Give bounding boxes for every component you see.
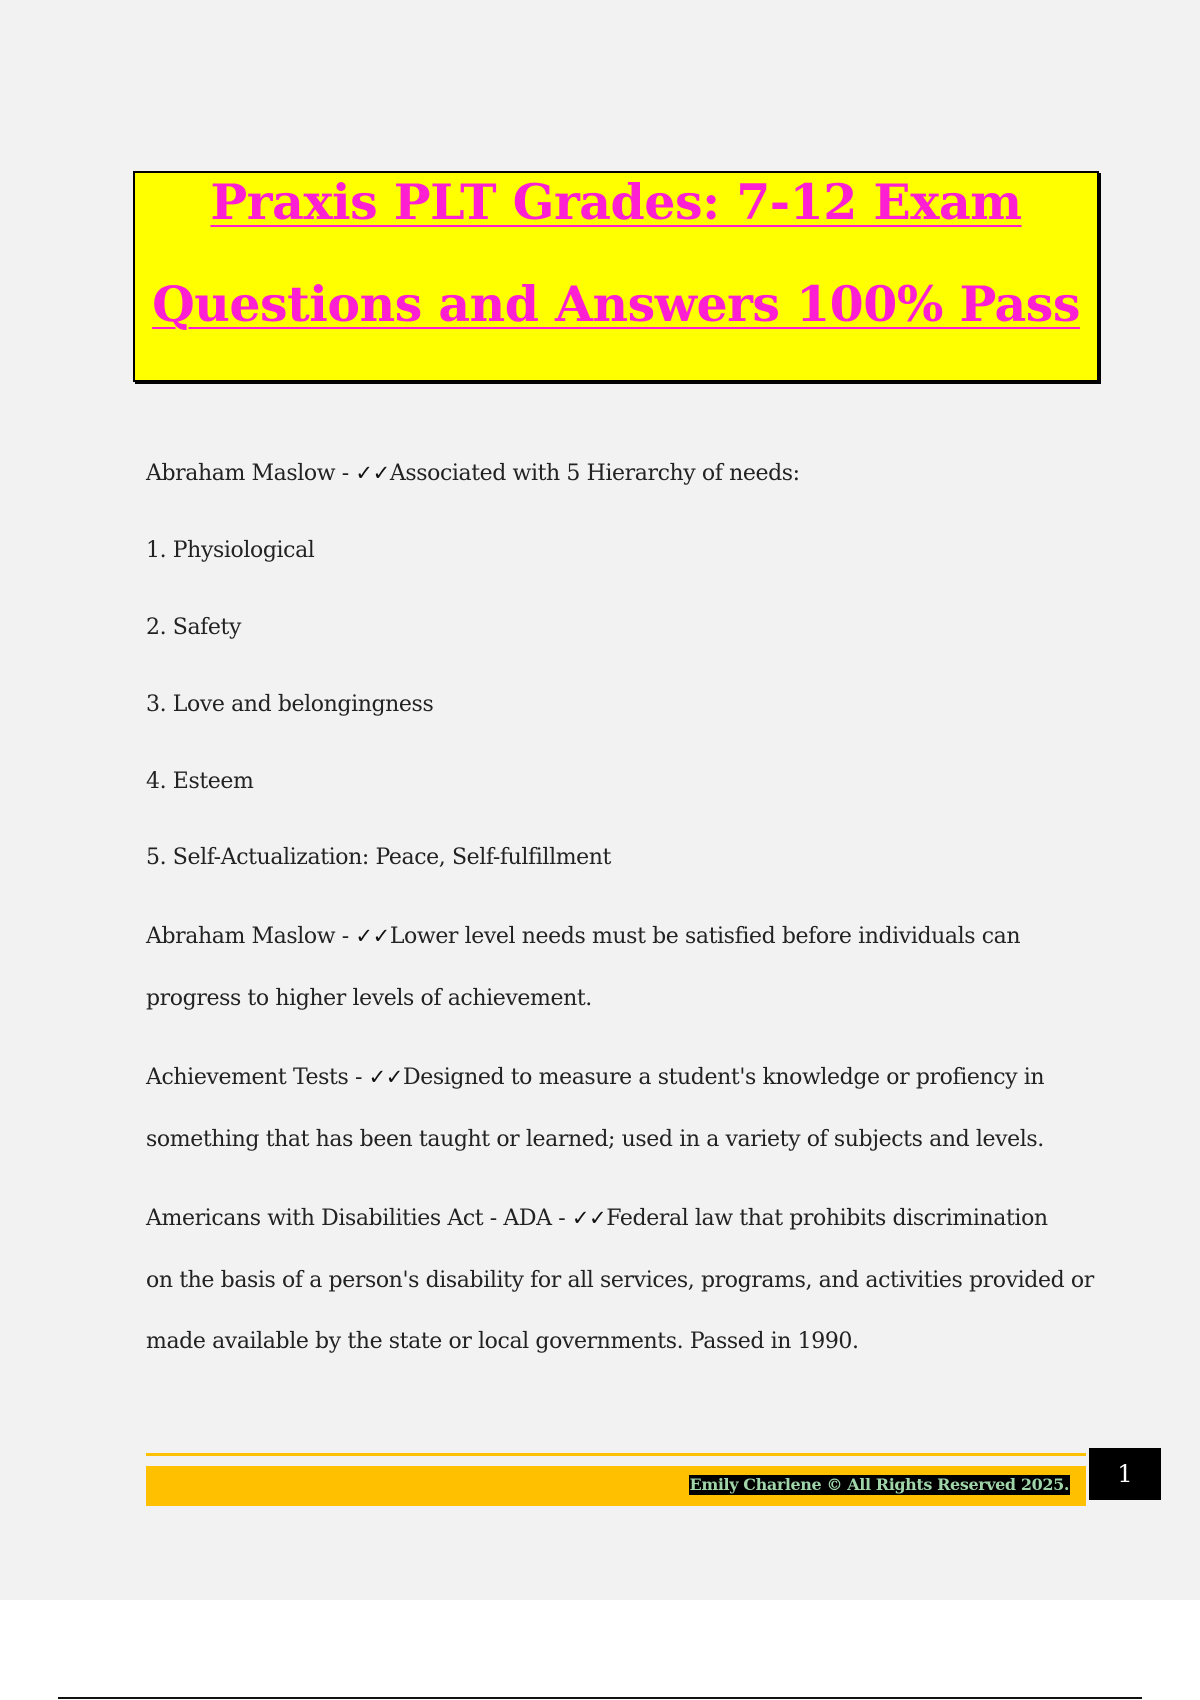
entry-definition: Associated with 5 Hierarchy of needs: [389, 461, 800, 486]
footer-rule [146, 1453, 1086, 1456]
entry-term: Abraham Maslow - [146, 461, 356, 486]
entry-term: Americans with Disabilities Act - ADA - [146, 1206, 572, 1231]
entry-definition: Designed to measure a student's knowledge or profiency in [403, 1065, 1045, 1090]
entry-maslow-lower-needs [146, 924, 1020, 949]
list-item: 5. Self-Actualization: Peace, Self-fulfillment [146, 845, 611, 870]
title-line-2: Questions and Answers 100% Pass [152, 275, 1080, 333]
entry-definition: Lower level needs must be satisfied before individuals can [389, 924, 1021, 949]
list-item: 3. Love and belongingness [146, 692, 434, 717]
page-divider [58, 1697, 1142, 1699]
entry-term: Abraham Maslow - [146, 924, 356, 949]
check-mark-icon: ✓✓ [368, 1065, 403, 1089]
title-line-1: Praxis PLT Grades: 7-12 Exam [210, 173, 1022, 231]
footer-bar [146, 1466, 1086, 1506]
entry-term: Achievement Tests - [146, 1065, 369, 1090]
entry-continuation: something that has been taught or learned; used in a variety of subjects and levels. [146, 1127, 1044, 1152]
entry-continuation: made available by the state or local governments. Passed in 1990. [146, 1329, 859, 1354]
title-box [133, 171, 1099, 382]
list-item: 4. Esteem [146, 769, 254, 794]
page-number: 1 [1089, 1448, 1161, 1500]
entry-achievement-tests [146, 1065, 1044, 1090]
list-item: 1. Physiological [146, 538, 315, 563]
list-item: 2. Safety [146, 615, 242, 640]
entry-continuation: on the basis of a person's disability for all services, programs, and activities provided or [146, 1268, 1094, 1293]
check-mark-icon: ✓✓ [355, 461, 390, 485]
check-mark-icon: ✓✓ [571, 1206, 607, 1230]
check-mark-icon: ✓✓ [355, 924, 390, 948]
entry-maslow-hierarchy [146, 461, 800, 486]
copyright-notice: Emily Charlene © All Rights Reserved 2025. [689, 1475, 1069, 1494]
entry-definition: Federal law that prohibits discrimination [606, 1206, 1048, 1231]
entry-ada [146, 1206, 1048, 1231]
entry-continuation: progress to higher levels of achievement. [146, 986, 592, 1011]
